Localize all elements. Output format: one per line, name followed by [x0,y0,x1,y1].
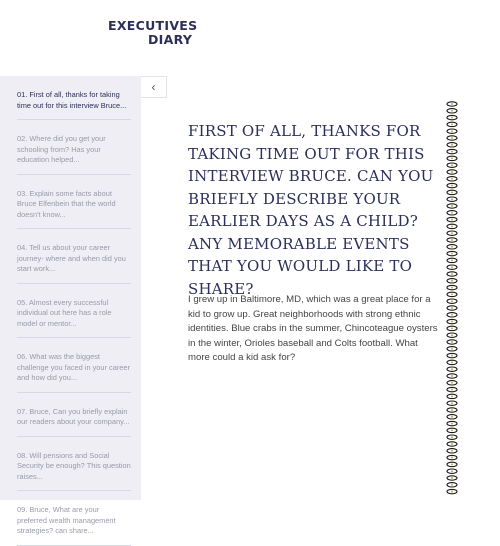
sidebar-item-label: 06. What was the biggest challenge you faced in your career and how did you... [17,352,130,382]
spiral-hole [451,450,453,452]
spiral-hole [451,368,453,370]
spiral-hole [451,151,453,153]
spiral-hole [451,314,453,316]
sidebar-item-03[interactable] [17,175,131,230]
sidebar-item-label: 04. Tell us about your career journey- where and when did you start work... [17,243,126,273]
spiral-hole [451,436,453,438]
spiral-hole [451,232,453,234]
spiral-hole [451,178,453,180]
spiral-hole [451,361,453,363]
spiral-hole [451,457,453,459]
sidebar-item-07[interactable] [17,393,131,437]
chevron-left-icon: ‹ [151,80,156,94]
spiral-hole [451,117,453,119]
spiral-hole [451,463,453,465]
spiral-hole [451,144,453,146]
question-sidebar [0,76,141,535]
spiral-hole [451,382,453,384]
logo-text-executives: EXECUTIVES [108,18,198,33]
brand-logo[interactable] [108,18,198,48]
spiral-hole [451,191,453,193]
spiral-hole [451,164,453,166]
sidebar-collapse-button[interactable] [141,76,167,98]
spiral-hole [451,416,453,418]
sidebar-item-label: 01. First of all, thanks for taking time out for this interview Bruce... [17,90,127,110]
sidebar-item-05[interactable] [17,284,131,339]
spiral-hole [451,130,453,132]
spiral-hole [451,429,453,431]
spiral-hole [451,321,453,323]
sidebar-item-01[interactable] [17,76,131,120]
spiral-hole [451,327,453,329]
sidebar-item-label: 05. Almost every successful individual out here has a role model or mentor... [17,297,112,328]
spiral-hole [451,205,453,207]
question-heading: FIRST OF ALL, THANKS FOR TAKING TIME OUT FOR THIS INTERVIEW BRUCE. CAN YOU BRIEFLY DESCRIBE YOUR EARLIER DAYS AS A CHILD? ANY MEMORABLE EVENTS THAT YOU WOULD LIKE TO SHARE? [188,122,434,298]
spiral-hole [451,287,453,289]
spiral-hole [451,103,453,105]
spiral-hole [451,123,453,125]
spiral-hole [451,470,453,472]
spiral-hole [451,395,453,397]
spiral-hole [451,198,453,200]
spiral-hole [451,293,453,295]
spiral-hole [451,137,453,139]
spiral-hole [451,491,453,493]
spiral-hole [451,423,453,425]
sidebar-item-09[interactable] [17,491,131,546]
spiral-hole [451,225,453,227]
spiral-hole [451,389,453,391]
sidebar-item-04[interactable] [17,229,131,284]
spiral-hole [451,157,453,159]
spiral-hole [451,341,453,343]
spiral-hole [451,307,453,309]
spiral-hole [451,375,453,377]
spiral-hole [451,355,453,357]
sidebar-item-label: 08. Will pensions and Social Security be enough? This question raises... [17,450,131,481]
sidebar-item-08[interactable] [17,437,131,492]
spiral-hole [451,280,453,282]
spiral-hole [451,239,453,241]
spiral-hole [451,212,453,214]
answer-text: I grew up in Baltimore, MD, which was a great place for a kid to grow up. Great neighborhoods with strong ethnic identities. Blue crabs in the summer, Chincoteague oysters in the winter, Orioles baseball and Colts football. What more could a kid ask for? [188,294,438,364]
spiral-hole [451,110,453,112]
spiral-hole [451,185,453,187]
spiral-hole [451,273,453,275]
spiral-hole [451,266,453,268]
spiral-hole [451,253,453,255]
sidebar-item-label: 03. Explain some facts about Bruce Elfenbein that the world doesn't know... [17,188,116,219]
spiral-hole [451,402,453,404]
spiral-hole [451,334,453,336]
spiral-hole [451,259,453,261]
spiral-hole [451,409,453,411]
spiral-hole [451,300,453,302]
sidebar-item-label: 09. Bruce, What are your preferred wealth management strategies? can share... [17,505,116,535]
logo-text-diary: DIARY [148,32,193,47]
spiral-hole [451,443,453,445]
sidebar-item-06[interactable] [17,338,131,393]
spiral-hole [451,219,453,221]
sidebar-item-label: 07. Bruce, Can you briefly explain our readers about your company... [17,406,130,426]
spiral-hole [451,171,453,173]
spiral-hole [451,484,453,486]
spiral-hole [451,477,453,479]
spiral-hole [451,246,453,248]
sidebar-item-label: 02. Where did you get your schooling from? Has your education helped... [17,134,106,164]
spiral-hole [451,348,453,350]
notebook-spiral-icon [444,100,460,500]
sidebar-item-02[interactable] [17,120,131,175]
